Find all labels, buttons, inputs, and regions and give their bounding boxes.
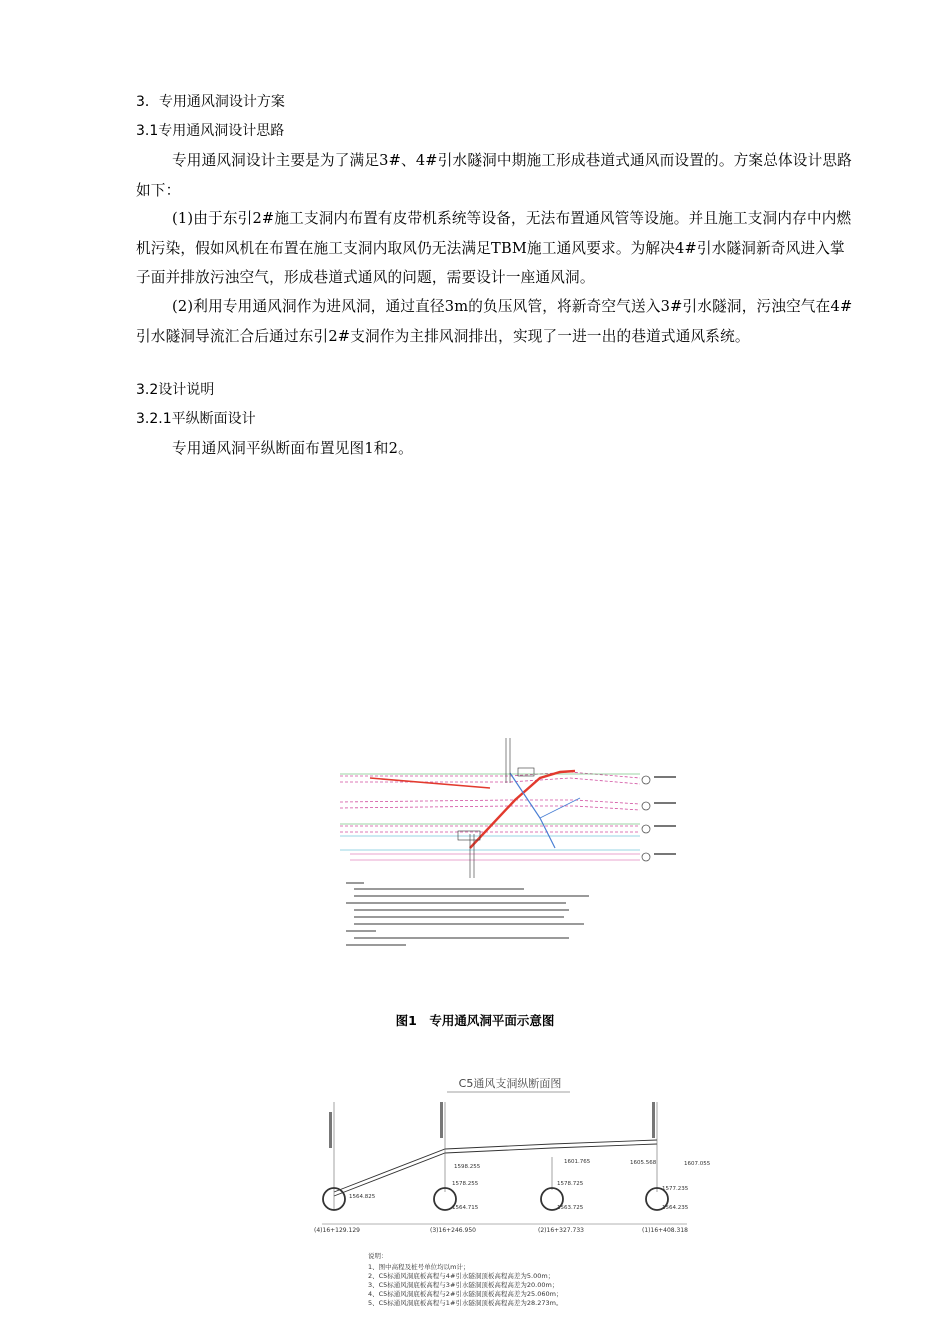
note-line: 5、C5标通风洞底板高程与1#引水隧洞顶板高程高差为28.273m。 [368,1299,563,1307]
elev-label: 1607.055 [684,1161,711,1167]
paragraph-4: 专用通风洞平纵断面布置见图1和2。 [172,440,413,457]
note-line: 4、C5标通风洞底板高程与2#引水隧洞顶板高程高差为25.060m； [368,1290,563,1298]
elev-label: 1598.255 [454,1164,481,1170]
note-line: 1、图中高程及桩号单位均以m计； [368,1263,470,1271]
figure-2-title: C5通风支洞纵断面图 [458,1077,562,1090]
notes-title: 说明： [368,1252,388,1260]
note-line: 2、C5标通风洞底板高程与4#引水隧洞顶板高程高差为5.00m； [368,1272,555,1280]
elev-label: 1578.725 [557,1181,584,1187]
paragraph-3: (2)利用专用通风洞作为进风洞，通过直径3m的负压风管，将新奇空气送入3#引水隧洞，污浊空气在4#引水隧洞导流汇合后通过东引2#支洞作为主排风洞排出，实现了一进一出的巷道式通风系统。 [136,298,853,345]
subsubsection-heading: 3.2.1平纵断面设计 [136,411,256,427]
station-label: (2)16+327.733 [538,1227,584,1234]
elev-label: 1605.568 [630,1160,657,1166]
figure-1-caption: 图1 专用通风洞平面示意图 [395,1013,555,1028]
station-label: (3)16+246.950 [430,1227,476,1234]
elev-label: 1601.765 [564,1159,591,1165]
paragraph-2: (1)由于东引2#施工支洞内布置有皮带机系统等设备，无法布置通风管等设施。并且施工支洞内存中内燃机污染，假如风机在布置在施工支洞内取风仍无法满足TBM施工通风要求。为解决4#引水隧洞新奇风进入掌子面并排放污浊空气，形成巷道式通风的问题，需要设计一座通风洞。 [136,210,852,286]
elev-label: 1564.825 [349,1194,376,1200]
station-label: (1)16+408.318 [642,1227,688,1234]
elev-label: 1578.255 [452,1181,479,1187]
elev-label: 1564.235 [662,1205,689,1211]
station-label: (4)16+129.129 [314,1227,360,1234]
paragraph-1: 专用通风洞设计主要是为了满足3#、4#引水隧洞中期施工形成巷道式通风而设置的。方案总体设计思路如下： [136,152,852,199]
section-heading: 3．专用通风洞设计方案 [136,94,285,110]
elev-label: 1564.715 [452,1205,479,1211]
elev-label: 1577.235 [662,1186,689,1192]
figure-1-plan-drawing [340,738,690,953]
figure-2-section-drawing [312,1072,712,1312]
subsection-heading: 3.1专用通风洞设计思路 [136,123,285,139]
subsection-heading-2: 3.2设计说明 [136,382,215,398]
note-line: 3、C5标通风洞底板高程与3#引水隧洞顶板高程高差为20.00m； [368,1281,559,1289]
elev-label: 1563.725 [557,1205,584,1211]
